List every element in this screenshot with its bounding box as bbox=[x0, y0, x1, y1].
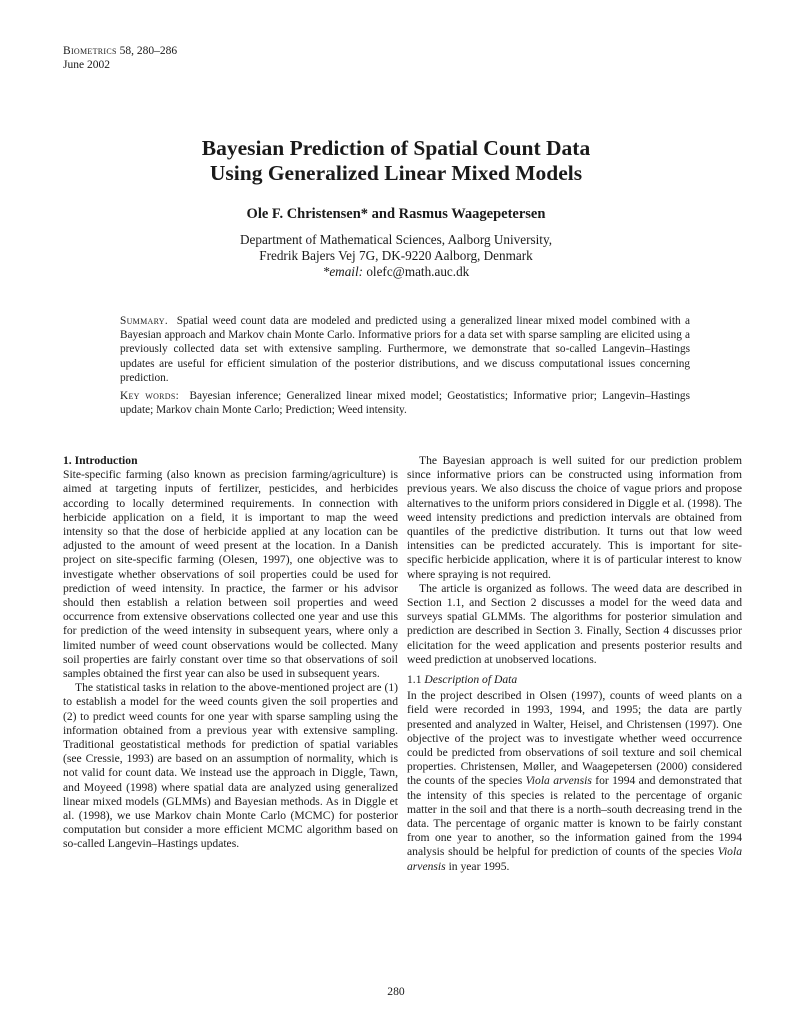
keywords-label: Key words: bbox=[120, 390, 180, 403]
summary-paragraph bbox=[120, 314, 690, 385]
journal-name: Biometrics bbox=[63, 45, 117, 57]
intro-paragraph-1: Site-specific farming (also known as precision farming/agriculture) is aimed at targeting inputs of fertilizer, pesticides, and herbicides according to locally determined requirements. In connection with herbicide application on a field, it is important to map the weed intensity so that the dose of herbicide applied at any location can be adjusted to the amount of weed present at the location. In a Danish project on site-specific farming (Olesen, 1997), one objective was to investigate whether observations of soil properties could be used for prediction of weed intensity. In practice, the farmer or his advisor should then establish a relation between soil properties and weed occurrence from extensive observations collected one year and use this for prediction of the weed intensity in subsequent years, where only a limited number of weed count observations would be collected. Many soil properties are fairly constant over time so that observations of soil samples obtained the first year can also be used in subsequent years. bbox=[63, 468, 398, 681]
affiliation-line-2: Fredrik Bajers Vej 7G, DK-9220 Aalborg, Denmark bbox=[259, 248, 533, 263]
summary-text: Spatial weed count data are modeled and predicted using a generalized linear mixed model combined with a Bayesian approach and Markov chain Monte Carlo. Informative priors for a data set with sparse sampling are elicited using a previously collected data set with extensive sampling. Furthermore, we demonstrate that so-called Langevin–Hastings updates are useful for efficient simulation of the posterior distributions, and we discuss computational issues concerning prediction. bbox=[120, 315, 690, 384]
summary-label: Summary. bbox=[120, 315, 168, 327]
intro-paragraph-4: The article is organized as follows. The weed data are described in Section 1.1, and Section 2 discusses a model for the weed data and surveys spatial GLMMs. The algorithms for posterior simulation and prediction are described in Section 3. Finally, Section 4 discusses prior elicitation for the weed application and presents posterior results and weed prediction at unobserved locations. bbox=[407, 581, 742, 666]
email-line bbox=[0, 264, 792, 280]
left-column bbox=[63, 454, 398, 852]
affiliation bbox=[0, 232, 792, 280]
journal-date: June 2002 bbox=[63, 59, 110, 71]
data-section-paragraph bbox=[407, 689, 742, 874]
data-section-title: Description of Data bbox=[424, 673, 518, 687]
title-line-2: Using Generalized Linear Mixed Models bbox=[209, 161, 583, 185]
journal-volume-pages: 58, 280–286 bbox=[119, 45, 178, 57]
species-name-1: Viola arvensis bbox=[525, 774, 592, 788]
affiliation-line-1: Department of Mathematical Sciences, Aalborg University, bbox=[239, 232, 552, 247]
data-section-heading bbox=[407, 673, 742, 687]
data-text-start: In the project described in Olsen (1997), counts of weed plants on a field were recorded in 1993, 1994, and 1995; the data are partly presented and analyzed in Walter, Heisel, and Christensen (1997). One objective of the project was to investigate whether weed occurrence could be predicted from observations of soil texture and soil chemical properties. Christensen, Møller, and Waagepetersen (2000) considered the counts of the species bbox=[407, 689, 742, 788]
title-line-1: Bayesian Prediction of Spatial Count Data bbox=[201, 136, 591, 160]
summary-block bbox=[120, 314, 690, 417]
intro-paragraph-3: The Bayesian approach is well suited for our prediction problem since informative priors can be constructed using information from previous years. We also discuss the choice of vague priors and propose alternatives to the uniform priors considered in Diggle et al. (1998). The weed intensity predictions and prediction intervals are obtained from quantiles of the predictive distribution. It turns out that low weed intensities can be predicted accurately. This is important for site-specific herbicide application, where it is of particular interest to know where spraying is not required. bbox=[407, 454, 742, 581]
data-text-end: in year 1995. bbox=[448, 859, 510, 873]
intro-heading: 1. Introduction bbox=[63, 454, 138, 467]
keywords-paragraph bbox=[120, 389, 690, 417]
data-text-mid: for 1994 and demonstrated that the intensity of this species is related to the percentage of organic matter in the soil and that there is a north–south decreasing trend in the data. The percentage of organic matter is known to be fairly constant from one year to another, so the information gained from the 1994 analysis should be helpful for prediction of counts of the species bbox=[407, 774, 742, 859]
right-column bbox=[407, 454, 742, 874]
data-section-number: 1.1 bbox=[407, 673, 422, 687]
species-name-2: Viola arvensis bbox=[407, 845, 742, 873]
page-number: 280 bbox=[387, 985, 405, 998]
authors: Ole F. Christensen* and Rasmus Waagepetersen bbox=[246, 206, 546, 222]
email-address: olefc@math.auc.dk bbox=[366, 264, 470, 279]
journal-header bbox=[63, 44, 177, 72]
paper-title bbox=[0, 136, 792, 186]
intro-paragraph-2: The statistical tasks in relation to the above-mentioned project are (1) to establish a model for the weed counts given the soil properties and (2) to predict weed counts for one year with sparse sampling using the information obtained from a previous year with extensive sampling. Traditional geostatistical methods for prediction of spatial variables (see Cressie, 1993) are based on an assumption of normality, which is not valid for count data. We instead use the approach in Diggle, Tawn, and Moyeed (1998) where spatial data are analyzed using generalized linear mixed models (GLMMs) and Bayesian methods. As in Diggle et al. (1998), we use Markov chain Monte Carlo (MCMC) for posterior computation but consider a more efficient MCMC algorithm based on so-called Langevin–Hastings updates. bbox=[63, 681, 398, 851]
email-label: *email: bbox=[322, 264, 364, 279]
keywords-text: Bayesian inference; Generalized linear mixed model; Geostatistics; Informative prior; Langevin–Hastings update; Markov chain Monte Carlo; Prediction; Weed intensity. bbox=[120, 390, 690, 417]
